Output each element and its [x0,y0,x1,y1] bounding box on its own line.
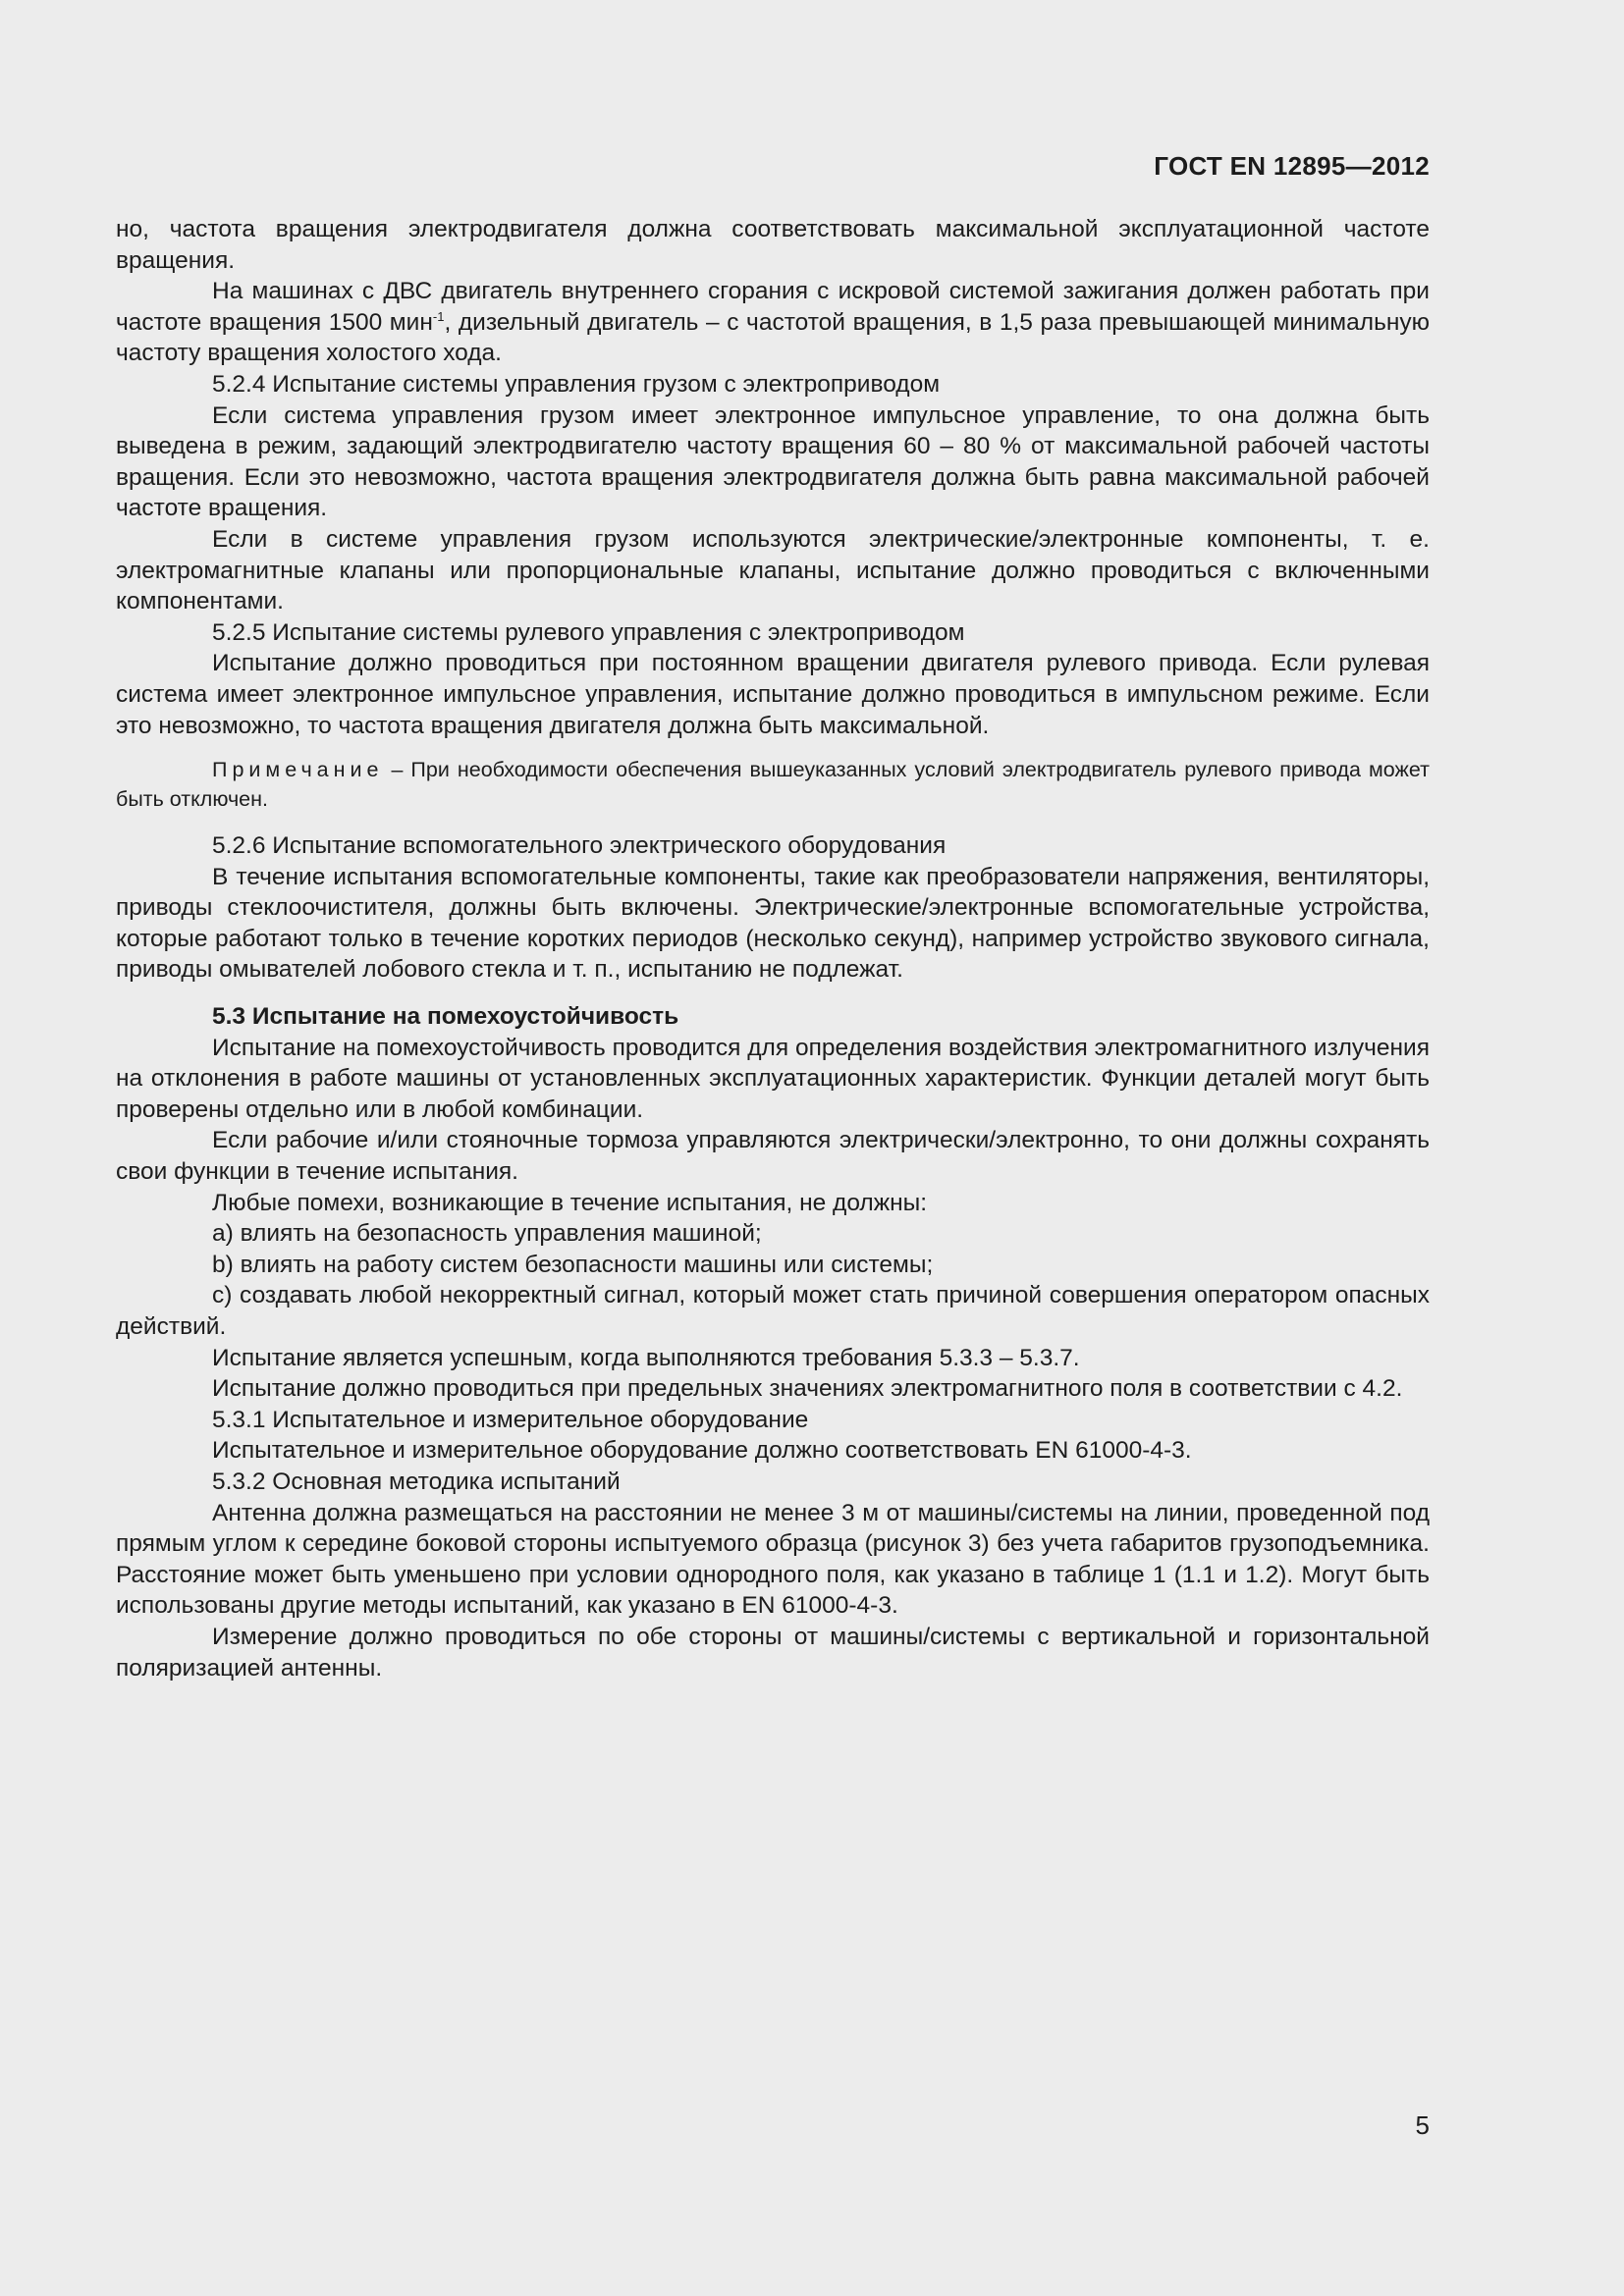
page-number: 5 [1415,2110,1430,2140]
note-text: – При необходимости обеспечения вышеуказанных условий электродвигатель рулевого привода может быть отключен. [116,758,1430,812]
section-heading-5-3-1: 5.3.1 Испытательное и измерительное оборудование [212,1406,809,1433]
paragraph: Если система управления грузом имеет электронное импульсное управление, то она должна быть выведена в режим, задающий электродвигателю частоту вращения 60 – 80 % от максимальной рабочей частоты вращения. Если это невозможно, частота вращения электродвигателя должна быть равна максимальной рабочей частоте вращения. [116,401,1430,522]
note [116,755,1430,814]
paragraph-text: На машинах с ДВС двигатель внутреннего сгорания с искровой системой зажигания должен работать при частоте вращения 1500 мин [116,278,1430,336]
note-label: Примечание [212,758,384,782]
list-item-a: a) влиять на безопасность управления машиной; [212,1220,762,1248]
section-heading-5-3-2: 5.3.2 Основная методика испытаний [212,1468,621,1495]
section-heading-5-2-6: 5.2.6 Испытание вспомогательного электрического оборудования [212,832,947,860]
list-item-c: c) создавать любой некорректный сигнал, который может стать причиной совершения оператором опасных действий. [116,1282,1430,1340]
document-header: ГОСТ EN 12895—2012 [1154,151,1430,181]
paragraph: Измерение должно проводиться по обе стороны от машины/системы с вертикальной и горизонтальной поляризацией антенны. [116,1623,1430,1682]
section-heading-5-2-5: 5.2.5 Испытание системы рулевого управления с электроприводом [212,618,965,646]
section-heading-5-2-4: 5.2.4 Испытание системы управления грузом с электроприводом [212,370,941,398]
document-body [116,214,1430,1683]
paragraph: В течение испытания вспомогательные компоненты, такие как преобразователи напряжения, вентиляторы, приводы стеклоочистителя, должны быть включены. Электрические/электронные вспомогательные устройства, которые работают только в течение коротких периодов (несколько секунд), например устройство звукового сигнала, приводы омывателей лобового стекла и т. п., испытанию не подлежат. [116,863,1430,984]
paragraph: Если в системе управления грузом используются электрические/электронные компоненты, т. е. электромагнитные клапаны или пропорциональные клапаны, испытание должно проводиться с включенными компонентами. [116,525,1430,615]
paragraph: Антенна должна размещаться на расстоянии не менее 3 м от машины/системы на линии, проведенной под прямым углом к середине боковой стороны испытуемого образца (рисунок 3) без учета габаритов грузоподъемника. Расстояние может быть уменьшено при условии однородного поля, как указано в таблице 1 (1.1 и 1.2). Могут быть использованы другие методы испытаний, как указано в EN 61000-4-3. [116,1499,1430,1620]
paragraph: Испытание является успешным, когда выполняются требования 5.3.3 – 5.3.7. [212,1344,1080,1371]
paragraph: Испытание на помехоустойчивость проводится для определения воздействия электромагнитного излучения на отклонения в работе машины от установленных эксплуатационных характеристик. Функции деталей могут быть проверены отдельно или в любой комбинации. [116,1034,1430,1123]
list-item-b: b) влиять на работу систем безопасности машины или системы; [212,1251,934,1278]
paragraph-ice-engine [116,276,1430,369]
superscript: -1 [432,308,445,324]
paragraph: Любые помехи, возникающие в течение испытания, не должны: [212,1189,928,1216]
paragraph: но, частота вращения электродвигателя должна соответствовать максимальной эксплуатационной частоте вращения. [116,216,1430,274]
section-heading-5-3: 5.3 Испытание на помехоустойчивость [212,1003,679,1031]
document-page [116,0,1430,2296]
paragraph: Испытание должно проводиться при предельных значениях электромагнитного поля в соответствии с 4.2. [212,1375,1403,1403]
paragraph: Если рабочие и/или стояночные тормоза управляются электрически/электронно, то они должны сохранять свои функции в течение испытания. [116,1127,1430,1186]
paragraph: Испытательное и измерительное оборудование должно соответствовать EN 61000-4-3. [212,1437,1192,1465]
paragraph-text: , дизельный двигатель – с частотой вращения, в 1,5 раза превышающей минимальную частоту вращения холостого хода. [116,308,1430,367]
paragraph: Испытание должно проводиться при постоянном вращении двигателя рулевого привода. Если рулевая система имеет электронное импульсное управления, испытание должно проводиться в импульсном режиме. Если это невозможно, то частота вращения двигателя должна быть максимальной. [116,650,1430,739]
